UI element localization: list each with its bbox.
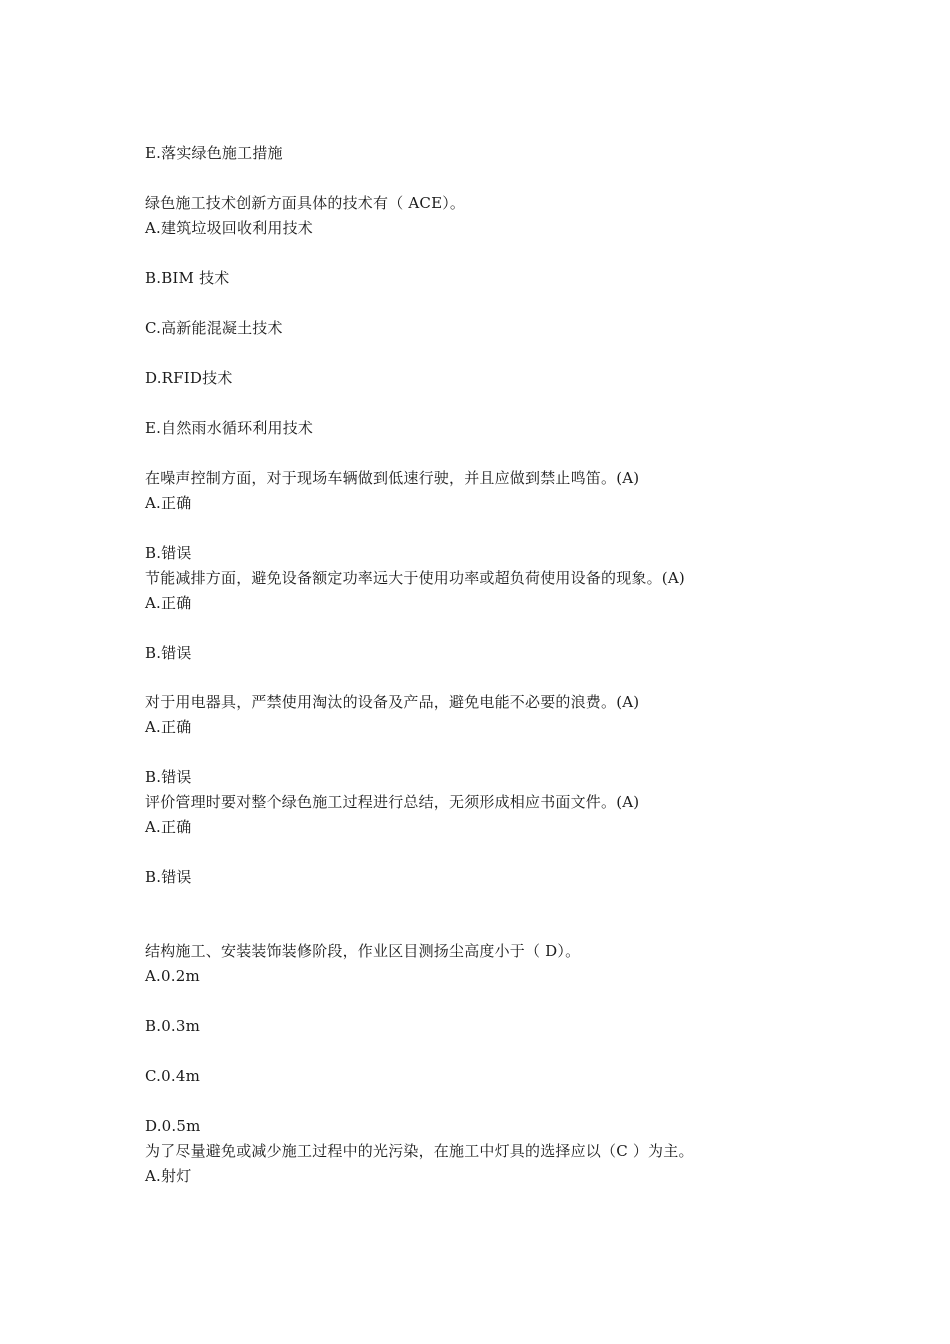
option-line: B.错误 — [145, 644, 192, 662]
option-line: A.正确 — [145, 494, 192, 512]
question-line: 在噪声控制方面，对于现场车辆做到低速行驶，并且应做到禁止鸣笛。(A) — [145, 469, 640, 487]
option-line: A.正确 — [145, 594, 192, 612]
option-line: D.RFID技术 — [145, 369, 233, 387]
option-line: B.BIM 技术 — [145, 269, 230, 287]
option-line: C.高新能混凝土技术 — [145, 319, 283, 337]
option-line: B.错误 — [145, 868, 192, 886]
option-line: D.0.5m — [145, 1117, 201, 1135]
option-line: E.自然雨水循环利用技术 — [145, 419, 314, 437]
question-line: 为了尽量避免或减少施工过程中的光污染，在施工中灯具的选择应以（C ）为主。 — [145, 1142, 694, 1160]
option-line: B.0.3m — [145, 1017, 201, 1035]
question-line: 评价管理时要对整个绿色施工过程进行总结，无须形成相应书面文件。(A) — [145, 793, 640, 811]
question-line: 节能减排方面，避免设备额定功率远大于使用功率或超负荷使用设备的现象。(A) — [145, 569, 685, 587]
question-line: 对于用电器具，严禁使用淘汰的设备及产品，避免电能不必要的浪费。(A) — [145, 693, 640, 711]
option-line: B.错误 — [145, 544, 192, 562]
option-line: A.射灯 — [145, 1167, 192, 1185]
option-line: A.正确 — [145, 718, 192, 736]
option-line: A.正确 — [145, 818, 192, 836]
option-line: A.建筑垃圾回收利用技术 — [145, 219, 314, 237]
option-line: E.落实绿色施工措施 — [145, 144, 283, 162]
question-line: 绿色施工技术创新方面具体的技术有（ ACE）。 — [145, 194, 466, 212]
option-line: B.错误 — [145, 768, 192, 786]
question-line: 结构施工、安装装饰装修阶段，作业区目测扬尘高度小于（ D）。 — [145, 942, 581, 960]
option-line: C.0.4m — [145, 1067, 200, 1085]
option-line: A.0.2m — [145, 967, 200, 985]
